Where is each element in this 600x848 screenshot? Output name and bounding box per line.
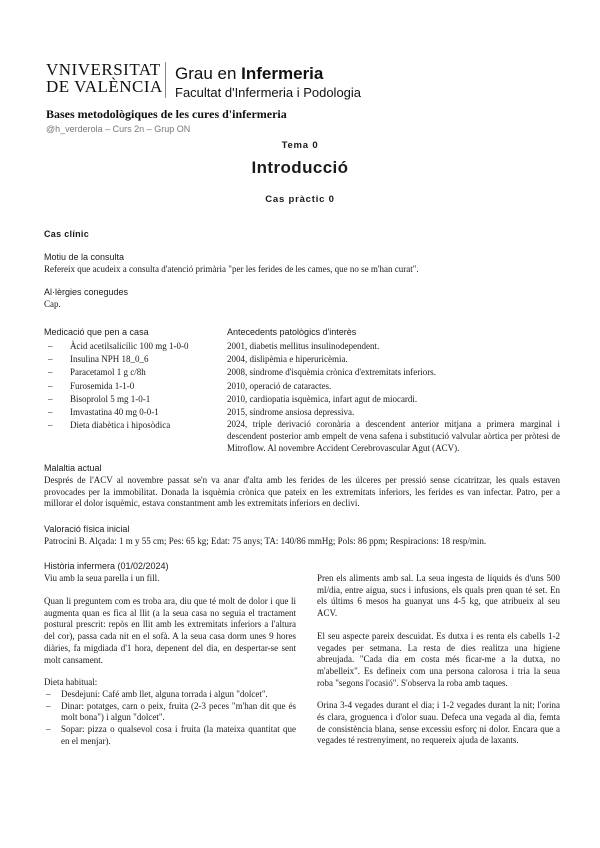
university-logo xyxy=(46,61,161,95)
malaltia-label: Malaltia actual xyxy=(44,463,102,473)
historia-label: Història infermera (01/02/2024) xyxy=(44,561,169,571)
list-item: – Furosemida 1-1-0 xyxy=(48,380,135,391)
historia-right-paragraph-3: Orina 3-4 vegades durant el dia; i 1-2 vegades durant la nit; l'orina és clara, groguenca i d'olor suau. Defeca una vegada al dia, femta de consistència blana, sense excessiu esforç ni dolor. Encara que a vegades té restrenyiment, no requereix ajuda de laxants. xyxy=(317,700,560,746)
subtitle: Cas pràctic 0 xyxy=(265,194,335,205)
historia-right-paragraph-2: El seu aspecte pareix descuidat. Es dutxa i es renta els cabells 1-2 vegades per setmana. La resta de dies realitza una higiene abreujada. "Cada dia em costa més ficar-me a la dutxa, no m'abelleix". Es defineix com una persona calorosa i tria la seua roba "segons l'ocasió". S'observa la roba amb taques. xyxy=(317,630,560,688)
list-item: 2015, síndrome ansiosa depressiva. xyxy=(227,407,355,418)
diet-list xyxy=(44,689,296,748)
motiu-label: Motiu de la consulta xyxy=(44,252,125,262)
list-item: 2024, triple derivació coronària a descendent anterior mitjana a primera marginal i descendent posterior amb empelt de vena safena i substitució valvular aòrtica per pròtesi de Mitroflow. Al novembre Accident Cerebrovascular Agut (ACV). xyxy=(227,419,560,453)
list-item: – Dieta diabètica i hiposòdica xyxy=(48,420,171,431)
list-item: – Paracetamol 1 g c/8h xyxy=(48,367,146,378)
valoracio-label: Valoració física inicial xyxy=(44,524,130,534)
allergies-text: Cap. xyxy=(44,299,61,309)
list-item: – Sopar: pizza o qualsevol cosa i fruita (la mateixa quantitat que en el menjar). xyxy=(46,724,296,746)
list-item: 2010, cardiopatia isquèmica, infart agut de miocardi. xyxy=(227,393,418,404)
list-item: – Dinar: potatges, carn o peix, fruita (2-3 peces "m'han dit que és molt bona") i algun "dolcet". xyxy=(46,700,296,723)
historia-right-column xyxy=(317,573,560,747)
list-item: 2001, diabetis mellitus insulinodependent. xyxy=(227,341,380,351)
university-name-line1: VNIVERSITAT xyxy=(46,60,161,79)
valoracio-text: Patrocini B. Alçada: 1 m y 55 cm; Pes: 65 kg; Edat: 75 anys; TA: 140/86 mmHg; Pols: 86 ppm; Respiracions: 18 resp/min. xyxy=(44,536,487,546)
malaltia-text: Després de l'ACV al novembre passat se'n va anar d'alta amb les ferides de les úlceres per pressió sense cicatritzar, les quals estaven provocades per la immobilitat. Donada la isquèmia crònica que pateix en les extremitats inferiors, les ferides es van infectar. Patro, per a millorar el dolor isquèmic, estava constantment amb les extremitats inferiors en declivi. xyxy=(44,475,560,509)
list-item: – Imvastatina 40 mg 0-0-1 xyxy=(48,407,159,418)
list-item: – Desdejuni: Café amb llet, alguna torrada i algun "dolcet". xyxy=(46,688,268,699)
list-item: – Insulina NPH 18_0_6 xyxy=(48,354,149,365)
degree-name: Grau en Infermeria xyxy=(175,64,324,83)
motiu-text: Refereix que acudeix a consulta d'atenció primària "per les ferides de les cames, que no se m'han curat". xyxy=(44,264,419,274)
antecedents-label: Antecedents patològics d'interès xyxy=(227,327,357,337)
case-heading: Cas clínic xyxy=(44,229,90,239)
allergies-label: Al·lèrgies conegudes xyxy=(44,287,129,297)
list-item: 2004, dislipèmia e hiperuricèmia. xyxy=(227,354,348,365)
historia-intro: Viu amb la seua parella i un fill. xyxy=(44,573,160,583)
list-item: 2010, operació de cataractes. xyxy=(227,380,332,391)
historia-right-paragraph-1: Pren els aliments amb sal. La seua ingesta de líquids és d'uns 500 ml/dia, entre aigua, sucs i infusions, els quals pren quan té set. En els últims 6 mesos ha guanyat uns 4-5 kg, que atribueix al seu ACV. xyxy=(317,573,560,619)
course-title: Bases metodològiques de les cures d'infermeria xyxy=(46,107,287,121)
list-item: – Àcid acetilsalicílic 100 mg 1-0-0 xyxy=(48,341,189,351)
antecedents-list xyxy=(227,340,560,454)
diet-label: Dieta habitual: xyxy=(44,677,98,688)
university-name-line2: DE VALÈNCIA xyxy=(46,77,163,96)
medication-label: Medicació que pen a casa xyxy=(44,327,149,337)
list-item: – Bisoprolol 5 mg 1-0-1 xyxy=(48,393,151,404)
historia-left-column xyxy=(44,596,296,747)
author-line: @h_verderola – Curs 2n – Grup ON xyxy=(46,124,191,134)
medication-list xyxy=(44,340,219,432)
faculty-name: Facultat d'Infermeria i Podologia xyxy=(175,85,362,100)
list-item: 2008, síndrome d'isquèmia crònica d'extremitats inferiors. xyxy=(227,367,436,378)
logo-divider xyxy=(165,62,166,98)
historia-left-paragraph: Quan li preguntem com es troba ara, diu que té molt de dolor i que li augmenta quan es fica al llit (a la seua casa no seguia el tractament postural prescrit: repòs en llit amb les extremitats inferiors a l'altura del cor), passa cada nit en el sofà. A la seua casa dorm unes 9 hores diàries, fa migdiada d'1 hora, depenent del dia, en despertar-se sent molt cansament. xyxy=(44,596,296,665)
topic-label: Tema 0 xyxy=(281,140,319,151)
page-title: Introducció xyxy=(251,158,349,177)
